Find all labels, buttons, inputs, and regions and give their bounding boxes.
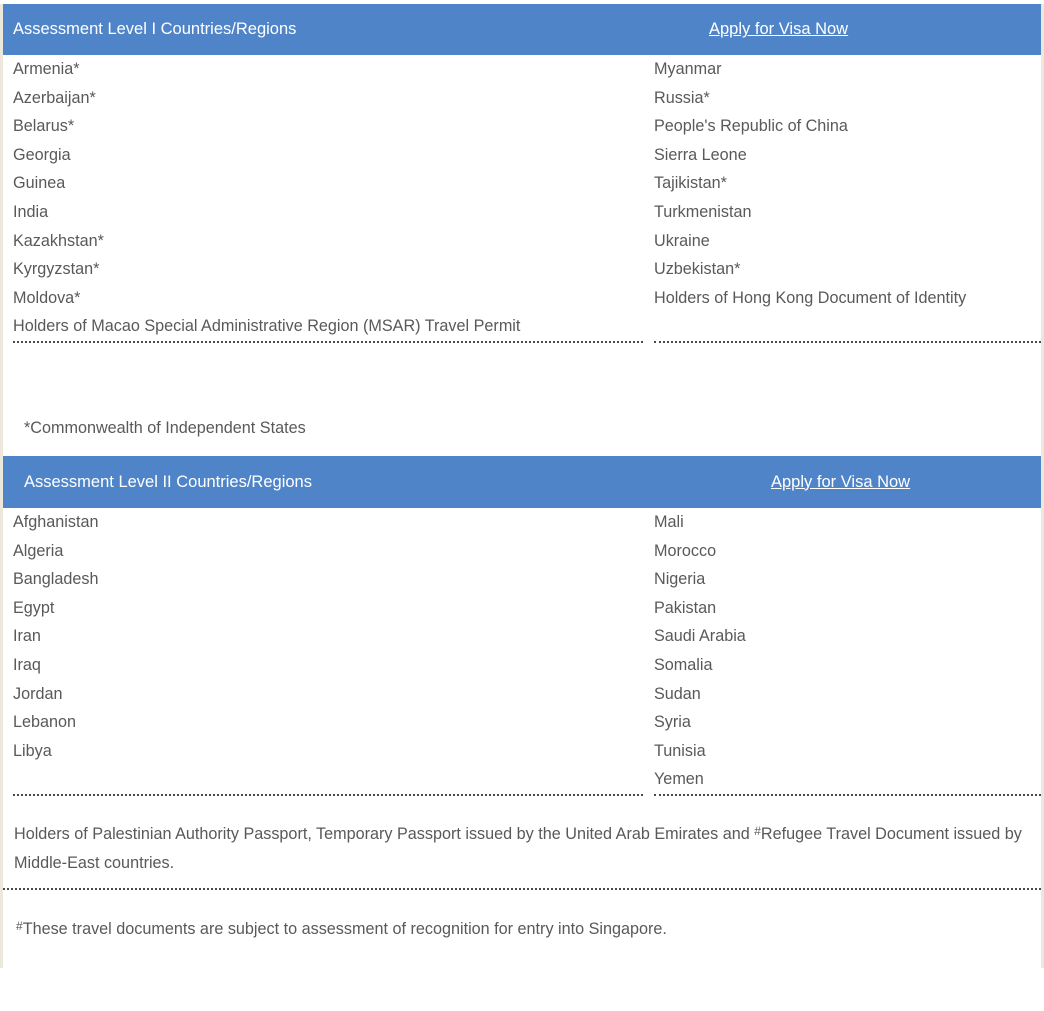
level-2-right-rows [654, 508, 1041, 796]
list-item: Russia* [654, 88, 710, 107]
level-1-left-column [3, 55, 643, 343]
list-item: Morocco [654, 541, 717, 560]
list-item-spacer [654, 312, 1041, 341]
list-item: Iraq [13, 655, 41, 674]
recognition-footnote-text: These travel documents are subject to assessment of recognition for entry into Singapore. [22, 919, 667, 938]
level-2-title: Assessment Level II Countries/Regions [24, 472, 312, 491]
list-item: Somalia [654, 655, 713, 674]
assessment-level-1-table [0, 4, 1044, 456]
level-1-left-rows [13, 55, 643, 343]
list-item: Lebanon [13, 713, 77, 732]
list-item: Guinea [13, 174, 66, 193]
list-item: Kyrgyzstan* [13, 260, 100, 279]
list-item: Sierra Leone [654, 145, 747, 164]
level-2-apply-for-visa-link[interactable]: Apply for Visa Now [771, 472, 911, 491]
recognition-footnote [3, 890, 1041, 968]
list-item: Ukraine [654, 231, 710, 250]
list-item: Bangladesh [13, 570, 99, 589]
assessment-level-2-table [0, 456, 1044, 968]
list-item: Pakistan [654, 598, 717, 617]
list-item: Yemen [654, 770, 704, 789]
list-item: Sudan [654, 684, 701, 703]
holders-other-documents-footnote [3, 796, 1041, 890]
list-item: Libya [13, 741, 52, 760]
list-item: Afghanistan [13, 512, 99, 531]
list-item: Jordan [13, 684, 63, 703]
level-1-title: Assessment Level I Countries/Regions [13, 20, 297, 39]
level-2-right-column [643, 508, 1041, 796]
list-item: Egypt [13, 598, 55, 617]
list-item: Mali [654, 512, 684, 531]
list-item: Azerbaijan* [13, 88, 96, 107]
level-1-right-column [643, 55, 1041, 343]
list-item: Armenia* [13, 60, 80, 78]
list-item: Algeria [13, 541, 64, 560]
hash-marker-icon: # [16, 918, 23, 933]
list-item: Tunisia [654, 741, 706, 760]
list-item: Holders of Macao Special Administrative Region (MSAR) Travel Permit [13, 317, 521, 336]
list-item: Myanmar [654, 60, 722, 78]
list-item: Turkmenistan [654, 202, 752, 221]
list-item: Nigeria [654, 570, 706, 589]
level-1-header-bar [3, 4, 1041, 55]
list-item: Syria [654, 713, 691, 732]
level-1-country-lists [3, 55, 1041, 343]
level-1-apply-for-visa-link[interactable]: Apply for Visa Now [709, 20, 849, 39]
list-item: Holders of Hong Kong Document of Identity [654, 288, 967, 307]
hash-marker-icon: # [754, 823, 761, 838]
list-item: Georgia [13, 145, 71, 164]
list-item: Saudi Arabia [654, 627, 746, 646]
level-2-header-bar [3, 456, 1041, 508]
list-item: Moldova* [13, 288, 81, 307]
level-1-right-rows [654, 55, 1041, 343]
list-item: Uzbekistan* [654, 260, 741, 279]
list-item: India [13, 202, 49, 221]
holders-footnote-part1: Holders of Palestinian Authority Passport, Temporary Passport issued by the United Arab Emirates and [14, 824, 755, 843]
commonwealth-footnote: *Commonwealth of Independent States [24, 418, 306, 437]
level-2-left-column [3, 508, 643, 796]
list-item: Iran [13, 627, 41, 646]
list-item: Belarus* [13, 117, 75, 136]
list-item-spacer [13, 765, 643, 794]
list-item: People's Republic of China [654, 117, 848, 136]
level-2-country-lists [3, 508, 1041, 796]
list-item: Kazakhstan* [13, 231, 104, 250]
holders-footnote-part2: Refugee Travel Document issued by Middle-East countries. [14, 824, 1022, 872]
level-2-left-rows [13, 508, 643, 796]
list-item: Tajikistan* [654, 174, 727, 193]
